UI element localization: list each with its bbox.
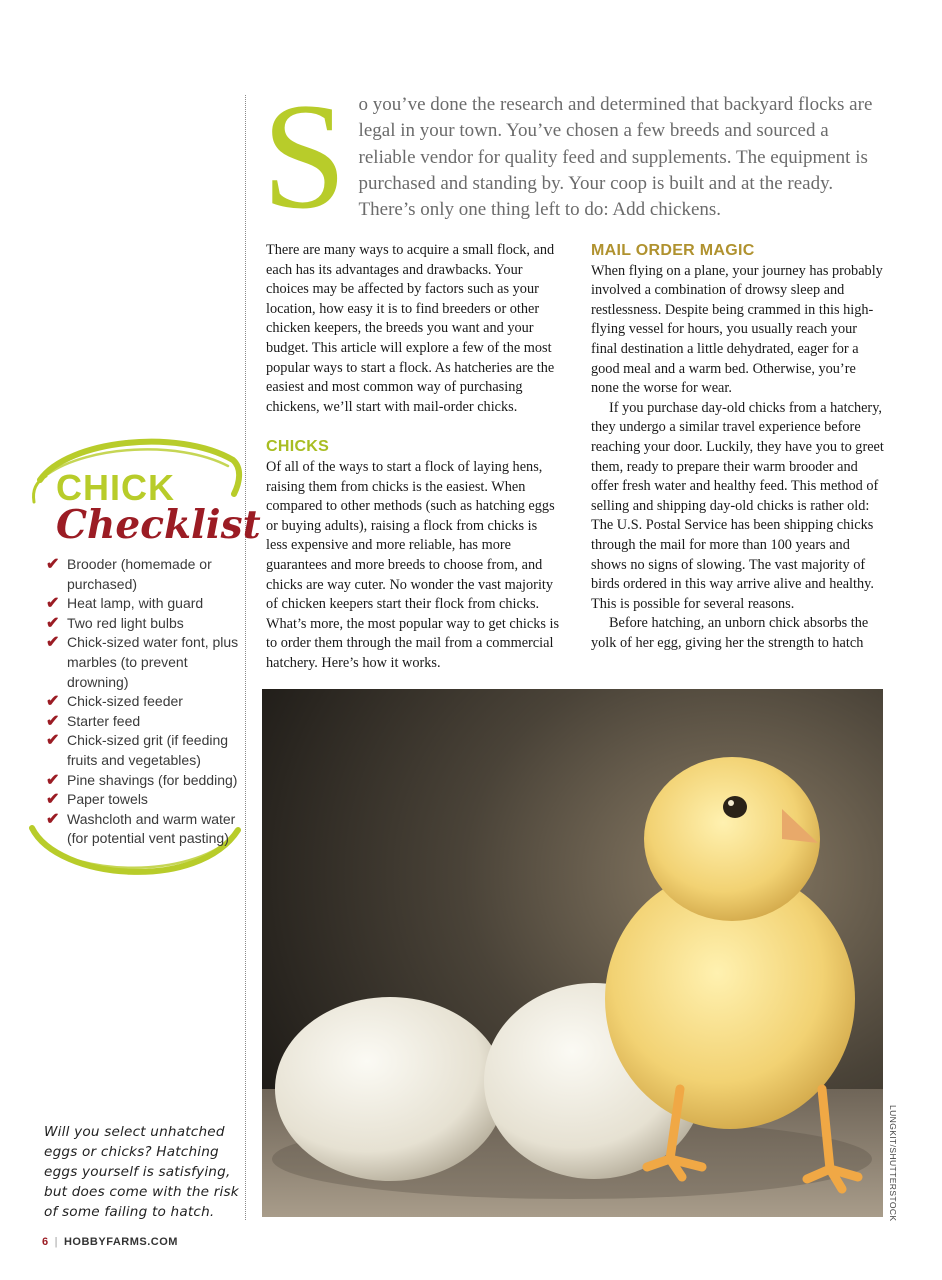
checklist-item — [46, 594, 246, 614]
checklist-item — [46, 731, 246, 770]
page-footer — [42, 1236, 178, 1248]
checklist-item — [46, 692, 246, 712]
right-paragraph-3: Before hatching, an unborn chick absorbs the yolk of her egg, giving her the strength to hatch — [591, 615, 869, 651]
checklist-item-text: Pine shavings (for bedding) — [67, 771, 238, 788]
sidebar-title-chick: CHICK — [56, 467, 175, 508]
checkmark-icon: ✔ — [46, 634, 60, 652]
photo-credit — [888, 1105, 900, 1222]
checkmark-icon: ✔ — [46, 614, 60, 632]
checkmark-icon: ✔ — [46, 771, 60, 789]
photo-caption: Will you select unhatched eggs or chicks? Hatching eggs yourself is satisfying, but does come with the risk of some failing to hatch. — [44, 1124, 239, 1220]
checklist-item-text: Chick-sized feeder — [67, 693, 183, 710]
right-column — [591, 241, 886, 653]
chick-checklist-sidebar — [28, 430, 261, 885]
checklist-item — [46, 771, 246, 791]
checkmark-icon: ✔ — [46, 595, 60, 613]
sidebar-title-checklist: Checklist — [56, 502, 261, 548]
footer-site: HOBBYFARMS.COM — [63, 1236, 178, 1248]
checklist — [46, 555, 246, 849]
checkmark-icon: ✔ — [46, 732, 60, 750]
checklist-item-text: Washcloth and warm water (for potential vent pasting) — [67, 810, 236, 847]
left-paragraph-1: There are many ways to acquire a small flock, and each has its advantages and drawbacks. Your choices may be affected by factors such as your location, how easy it is to find breeders or other chicken keepers, the breeds you want and your budget. This article will explore a few of the most popular ways to start a flock. As hatcheries are the easiest and most common way of purchasing chickens, we’ll start with mail-order chicks. — [266, 242, 555, 415]
checklist-item-text: Starter feed — [67, 712, 141, 729]
checklist-item — [46, 790, 246, 810]
left-column — [266, 241, 561, 673]
chicks-heading: CHICKS — [266, 438, 330, 456]
right-paragraph-2: If you purchase day-old chicks from a hatchery, they undergo a similar travel experience before reaching your door. Luckily, they have you to greet them, ready to prepare their warm brooder and offer fresh water and healthy feed. This method of selling and shipping day-old chicks is rather old: The U.S. Postal Service has been shipping chicks through the mail for more than 100 years and shows no signs of slowing. The vast majority of birds ordered in this way arrive alive and healthy. This is possible for several reasons. — [591, 399, 884, 612]
chick-eye — [723, 796, 747, 818]
photo-credit-text: LUNGKIT/SHUTTERSTOCK — [888, 1105, 898, 1222]
intro-block — [262, 72, 887, 240]
checklist-item — [46, 555, 246, 594]
checklist-item-text: Brooder (homemade or purchased) — [67, 556, 212, 592]
checklist-item-text: Paper towels — [67, 791, 148, 808]
left-paragraph-2: Of all of the ways to start a flock of laying hens, raising them from chicks is the easiest. When compared to other methods (such as hatching eggs or buying adults), raising a flock from chicks is less expensive and more reliable, has more guarantees and more breeds to choose from, and chicks are way cuter. No wonder the vast majority of chicken keepers start their flock from chicks. What’s more, the most popular way to get chicks is to order them through the mail from a commercial hatchery. Here’s how it works. — [266, 458, 560, 671]
checklist-item-text: Two red light bulbs — [67, 614, 184, 631]
page-number: 6 — [42, 1236, 49, 1248]
checklist-item — [46, 633, 246, 692]
chick-and-eggs-photo — [262, 689, 883, 1217]
chick-illustration — [262, 689, 883, 1217]
checkmark-icon: ✔ — [46, 810, 60, 828]
mail-order-heading: MAIL ORDER MAGIC — [591, 242, 755, 259]
checkmark-icon: ✔ — [46, 556, 60, 573]
drop-cap: S — [262, 72, 347, 240]
checklist-item — [46, 712, 246, 732]
right-paragraph-1: When flying on a plane, your journey has probably involved a combination of drowsy sleep and restlessness. Despite being crammed in this high-flying vessel for hours, you usually reach your final destination a little dehydrated, eager for a good meal and a warm bed. Otherwise, you’re none the worse for wear. — [591, 262, 883, 397]
egg-left — [275, 997, 505, 1181]
checklist-item-text: Chick-sized water font, plus marbles (to prevent drowning) — [67, 634, 239, 690]
checklist-item — [46, 614, 246, 634]
checkmark-icon: ✔ — [46, 693, 60, 711]
checkmark-icon: ✔ — [46, 791, 60, 809]
checklist-item-text: Heat lamp, with guard — [67, 595, 204, 612]
checkmark-icon: ✔ — [46, 712, 60, 730]
footer-separator: | — [54, 1236, 58, 1248]
checklist-item-text: Chick-sized grit (if feeding fruits and vegetables) — [67, 732, 229, 768]
intro-text: o you’ve done the research and determined that backyard flocks are legal in your town. You’ve chosen a few breeds and sourced a reliable vendor for quality feed and supplements. The equipment is purchased and standing by. Your coop is built and at the ready. There’s only one thing left to do: Add chickens. — [358, 94, 873, 221]
checklist-item — [46, 810, 246, 849]
